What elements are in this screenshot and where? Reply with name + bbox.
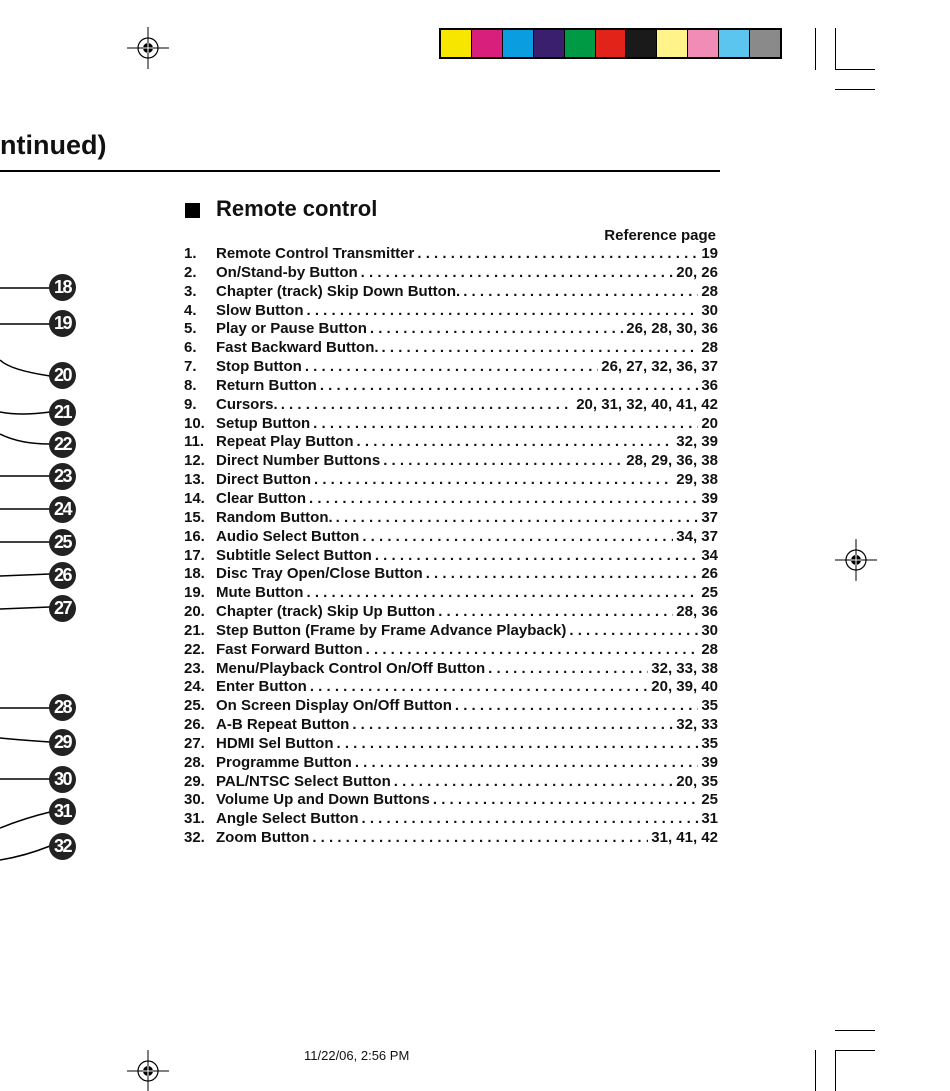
list-item [184,302,718,321]
callout-number: 27 [49,595,76,622]
list-item [184,735,718,754]
item-pages: 26, 27, 32, 36, 37 [601,358,718,376]
list-item [184,829,718,848]
item-number: 18. [184,565,205,583]
item-label: Random Button. [216,508,333,526]
item-label: Direct Button [216,471,311,489]
item-label: Chapter (track) Skip Down Button. [216,282,461,300]
item-number: 15. [184,508,205,526]
item-label: Zoom Button [216,829,310,847]
header-rule [0,170,720,172]
crop-mark [835,1050,875,1051]
list-item [184,791,718,810]
item-pages: 20, 39, 40 [651,678,718,696]
color-swatch [503,30,534,57]
item-pages: 28, 36 [676,603,718,621]
list-item [184,377,718,396]
list-item [184,716,718,735]
item-label: Repeat Play Button [216,433,354,451]
item-number: 22. [184,640,205,658]
item-label: Volume Up and Down Buttons [216,791,430,809]
reference-page-heading: Reference page [604,227,716,244]
list-item [184,433,718,452]
dot-leader [306,584,698,601]
dot-leader [313,415,698,432]
item-number: 31. [184,810,205,828]
dot-leader [306,302,698,319]
item-label: Step Button (Frame by Frame Advance Playback) [216,621,567,639]
item-label: Mute Button [216,584,304,602]
list-item [184,773,718,792]
item-number: 3. [184,282,197,300]
item-label: HDMI Sel Button [216,734,334,752]
color-calibration-bar [439,28,782,59]
item-pages: 20, 31, 32, 40, 41, 42 [576,395,718,413]
dot-leader [362,528,673,545]
crop-mark [835,89,875,90]
page-title: ntinued) [0,130,107,160]
dot-leader [488,660,648,677]
list-item [184,264,718,283]
list-item [184,509,718,528]
crop-mark [835,1050,836,1091]
item-pages: 34, 37 [676,527,718,545]
callout-number: 28 [49,694,76,721]
dot-leader [355,754,698,771]
item-pages: 32, 33 [676,716,718,734]
crop-mark [815,28,816,70]
dot-leader [455,697,698,714]
item-number: 2. [184,263,197,281]
dot-leader [370,320,623,337]
callout-number: 20 [49,362,76,389]
dot-leader [382,339,699,356]
item-number: 7. [184,358,197,376]
list-item [184,697,718,716]
dot-leader [417,245,698,262]
color-swatch [657,30,688,57]
item-pages: 36 [701,376,718,394]
dot-leader [312,829,648,846]
item-number: 14. [184,489,205,507]
item-pages: 25 [701,791,718,809]
callout-number: 24 [49,496,76,523]
remote-control-parts-list [184,245,718,848]
dot-leader [375,547,698,564]
item-pages: 28 [701,282,718,300]
callout-number: 22 [49,431,76,458]
color-swatch [565,30,596,57]
dot-leader [320,377,699,394]
item-label: On Screen Display On/Off Button [216,697,452,715]
item-pages: 20 [701,414,718,432]
item-label: Setup Button [216,414,311,432]
list-item [184,528,718,547]
item-label: Chapter (track) Skip Up Button [216,603,436,621]
item-pages: 30 [701,301,718,319]
color-swatch [441,30,472,57]
list-item [184,603,718,622]
crop-mark [835,28,836,70]
list-item [184,754,718,773]
list-item [184,283,718,302]
dot-leader [336,509,699,526]
callout-number: 26 [49,562,76,589]
callout-number: 23 [49,463,76,490]
list-item [184,320,718,339]
registration-mark-icon [127,27,169,69]
color-swatch [750,30,780,57]
item-label: Subtitle Select Button [216,546,372,564]
list-item [184,660,718,679]
item-pages: 28, 29, 36, 38 [626,452,718,470]
dot-leader [383,452,623,469]
item-pages: 26 [701,565,718,583]
callout-number: 18 [49,274,76,301]
callout-number: 25 [49,529,76,556]
item-label: PAL/NTSC Select Button [216,772,391,790]
item-pages: 32, 33, 38 [651,659,718,677]
list-item [184,547,718,566]
item-pages: 31, 41, 42 [651,829,718,847]
item-number: 19. [184,584,205,602]
dot-leader [309,490,698,507]
item-number: 23. [184,659,205,677]
dot-leader [314,471,673,488]
item-label: Remote Control Transmitter [216,245,415,262]
section-bullet-icon [185,203,200,218]
item-pages: 34 [701,546,718,564]
section-title: Remote control [216,196,378,221]
item-pages: 28 [701,339,718,357]
item-pages: 19 [701,245,718,262]
item-label: Play or Pause Button [216,320,367,338]
dot-leader [438,603,673,620]
dot-leader [463,283,698,300]
item-number: 29. [184,772,205,790]
item-label: Slow Button [216,301,304,319]
list-item [184,358,718,377]
item-pages: 26, 28, 30, 36 [626,320,718,338]
item-number: 6. [184,339,197,357]
item-number: 10. [184,414,205,432]
dot-leader [337,735,699,752]
item-number: 1. [184,245,197,262]
item-number: 28. [184,753,205,771]
list-item [184,622,718,641]
list-item [184,641,718,660]
list-item [184,678,718,697]
callout-number: 31 [49,798,76,825]
list-item [184,490,718,509]
color-swatch [626,30,657,57]
item-number: 11. [184,433,205,451]
list-item [184,396,718,415]
item-pages: 39 [701,489,718,507]
dot-leader [357,433,674,450]
color-swatch [534,30,565,57]
item-pages: 39 [701,753,718,771]
list-item [184,245,718,264]
item-number: 12. [184,452,205,470]
item-label: Angle Select Button [216,810,359,828]
item-number: 5. [184,320,197,338]
item-pages: 32, 39 [676,433,718,451]
item-number: 20. [184,603,205,621]
crop-mark [835,1030,875,1031]
item-label: Fast Backward Button. [216,339,379,357]
item-number: 27. [184,734,205,752]
item-pages: 31 [701,810,718,828]
item-label: Clear Button [216,489,306,507]
dot-leader [433,791,698,808]
item-label: Enter Button [216,678,307,696]
dot-leader [569,622,698,639]
item-label: On/Stand-by Button [216,263,358,281]
item-number: 21. [184,621,205,639]
item-label: Stop Button [216,358,302,376]
list-item [184,810,718,829]
item-label: A-B Repeat Button [216,716,350,734]
item-number: 13. [184,471,205,489]
footer-timestamp: 11/22/06, 2:56 PM [304,1048,410,1063]
dot-leader [394,773,674,790]
item-pages: 20, 26 [676,263,718,281]
callout-number: 32 [49,833,76,860]
item-pages: 28 [701,640,718,658]
dot-leader [362,810,699,827]
list-item [184,452,718,471]
item-pages: 37 [701,508,718,526]
color-swatch [719,30,750,57]
dot-leader [352,716,673,733]
item-label: Return Button [216,376,317,394]
item-pages: 25 [701,584,718,602]
registration-mark-icon [127,1050,169,1091]
item-number: 17. [184,546,205,564]
item-number: 25. [184,697,205,715]
color-swatch [688,30,719,57]
item-number: 24. [184,678,205,696]
item-label: Programme Button [216,753,352,771]
list-item [184,471,718,490]
item-label: Fast Forward Button [216,640,363,658]
crop-mark [835,69,875,70]
dot-leader [426,565,699,582]
item-label: Cursors. [216,395,278,413]
item-number: 30. [184,791,205,809]
item-pages: 29, 38 [676,471,718,489]
list-item [184,415,718,434]
item-label: Audio Select Button [216,527,360,545]
dot-leader [361,264,674,281]
dot-leader [366,641,699,658]
dot-leader [310,678,648,695]
item-pages: 35 [701,734,718,752]
color-swatch [472,30,503,57]
item-number: 26. [184,716,205,734]
callout-number: 19 [49,310,76,337]
item-label: Menu/Playback Control On/Off Button [216,659,486,677]
dot-leader [281,396,574,413]
crop-mark [815,1050,816,1091]
item-label: Disc Tray Open/Close Button [216,565,423,583]
item-pages: 30 [701,621,718,639]
item-number: 9. [184,395,197,413]
callout-number: 30 [49,766,76,793]
list-item [184,565,718,584]
list-item [184,584,718,603]
item-label: Direct Number Buttons [216,452,381,470]
list-item [184,339,718,358]
item-pages: 20, 35 [676,772,718,790]
item-number: 4. [184,301,197,319]
item-number: 8. [184,376,197,394]
item-pages: 35 [701,697,718,715]
item-number: 32. [184,829,205,847]
color-swatch [596,30,627,57]
registration-mark-icon [835,539,877,581]
callout-number: 29 [49,729,76,756]
item-number: 16. [184,527,205,545]
callout-number: 21 [49,399,76,426]
dot-leader [305,358,598,375]
